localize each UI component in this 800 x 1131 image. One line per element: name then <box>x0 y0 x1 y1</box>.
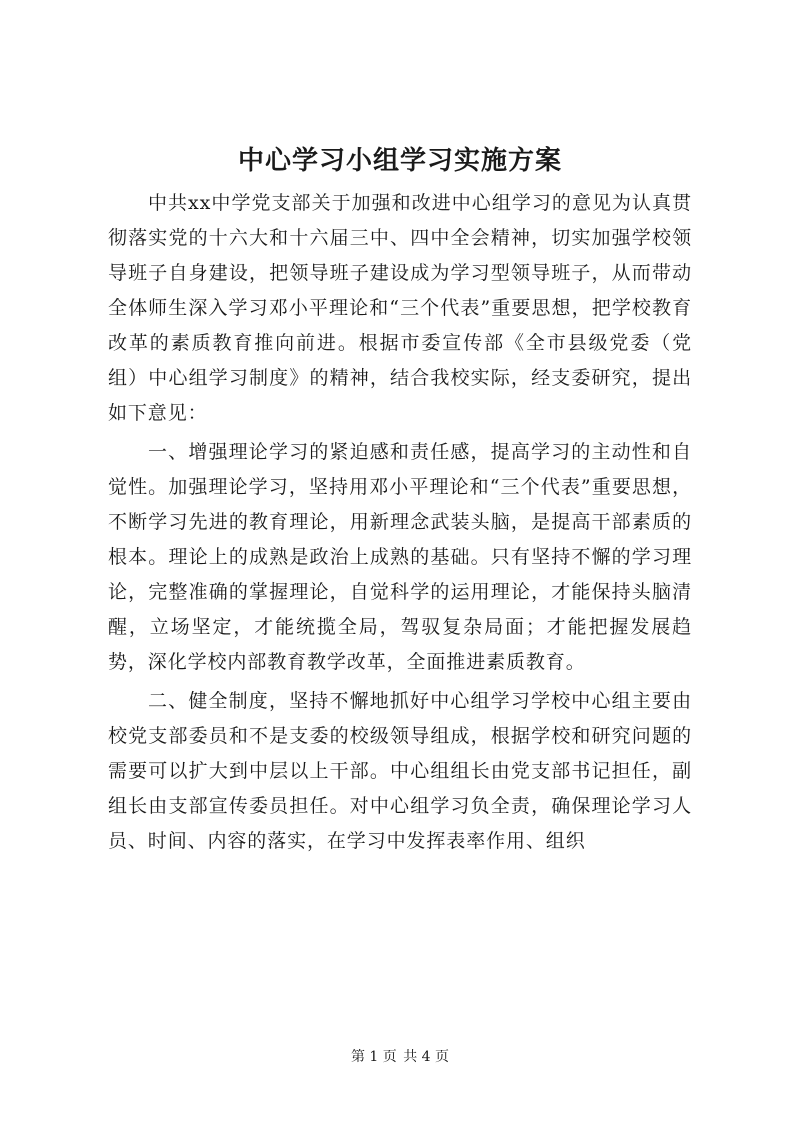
page-footer <box>0 1047 800 1067</box>
document-body <box>108 186 692 863</box>
page-number: 第 1 页 <box>350 1049 397 1065</box>
paragraph-section-2: 二、健全制度，坚持不懈地抓好中心组学习学校中心组主要由校党支部委员和不是支委的校级领导组成，根据学校和研究问题的需要可以扩大到中层以上干部。中心组组长由党支部书记担任，副组长由支部宣传委员担任。对中心组学习负全责，确保理论学习人员、时间、内容的落实，在学习中发挥表率作用、组织 <box>108 690 692 852</box>
paragraph-intro: 中共xx中学党支部关于加强和改进中心组学习的意见为认真贯彻落实党的十六大和十六届三中、四中全会精神，切实加强学校领导班子自身建设，把领导班子建设成为学习型领导班子，从而带动全体师生深入学习邓小平理论和“三个代表”重要思想，把学校教育改革的素质教育推向前进。根据市委宣传部《全市县级党委（党组）中心组学习制度》的精神，结合我校实际，经支委研究，提出如下意见： <box>108 192 692 424</box>
document-title: 中心学习小组学习实施方案 <box>237 146 562 176</box>
page-total: 共 4 页 <box>403 1049 450 1065</box>
paragraph-section-1: 一、增强理论学习的紧迫感和责任感，提高学习的主动性和自觉性。加强理论学习，坚持用邓小平理论和“三个代表”重要思想，不断学习先进的教育理论，用新理念武装头脑，是提高干部素质的根本。理论上的成熟是政治上成熟的基础。只有坚持不懈的学习理论，完整准确的掌握理论，自觉科学的运用理论，才能保持头脑清醒，立场坚定，才能统揽全局，驾驭复杂局面；才能把握发展趋势，深化学校内部教育教学改革，全面推进素质教育。 <box>108 441 692 673</box>
